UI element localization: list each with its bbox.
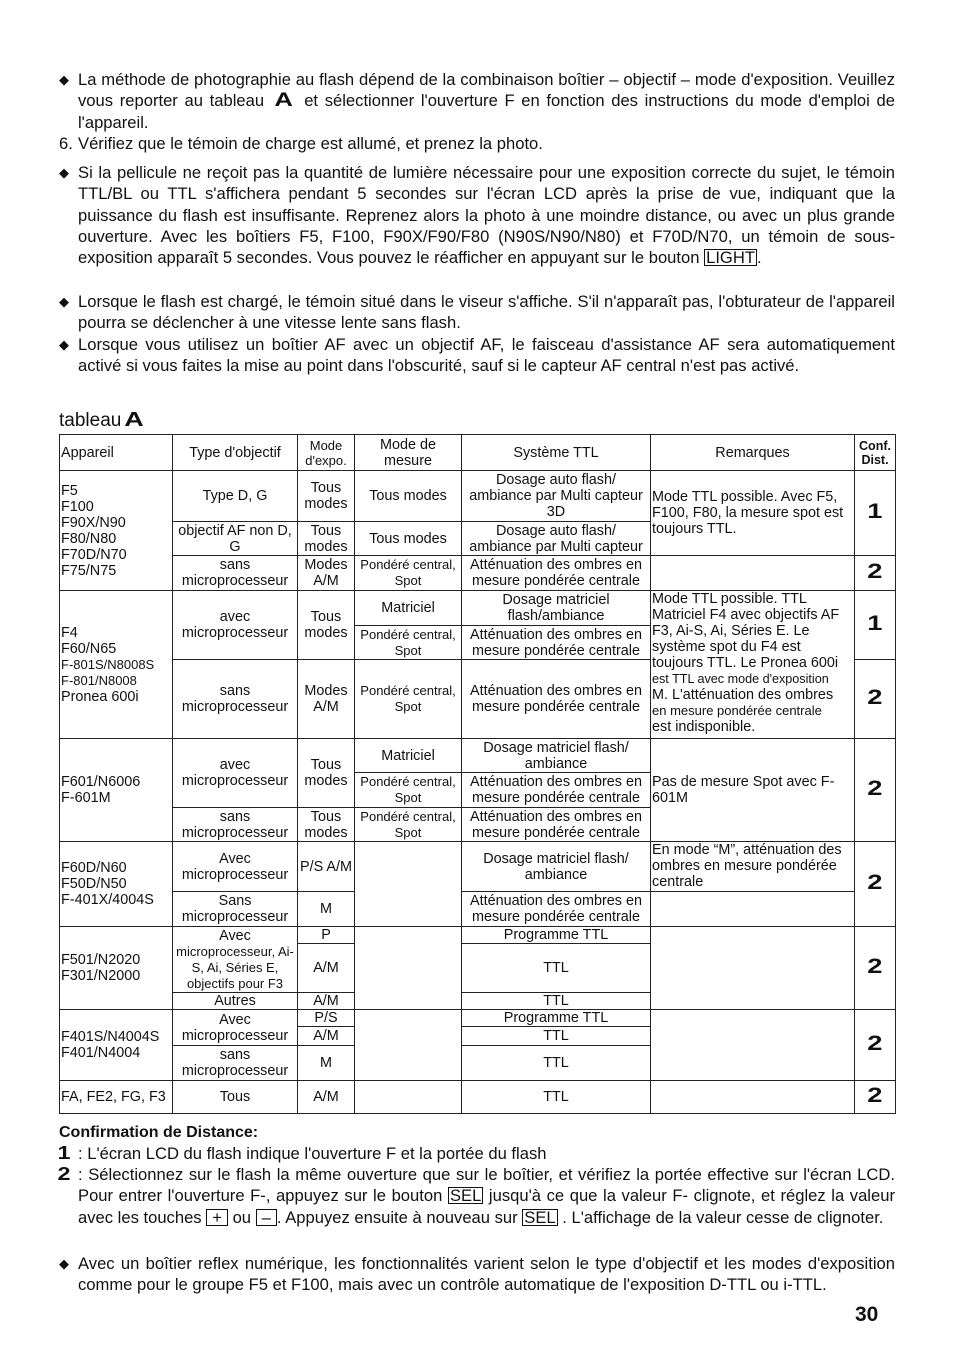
step-number: 6. (59, 134, 73, 153)
ttl-system: Programme TTL (462, 1010, 651, 1027)
exposure-mode: Modes A/M (298, 660, 355, 739)
diamond-bullet-icon: ◆ (59, 165, 69, 180)
metering-mode-empty (355, 1010, 462, 1081)
metering-mode: Pondéré central, Spot (355, 773, 462, 808)
exposure-mode: A/M (298, 944, 355, 993)
camera: F-801/N8008 (61, 672, 137, 688)
lens-type: Avec microprocesseur (173, 1010, 298, 1046)
exposure-mode: M (298, 892, 355, 927)
metering-mode-empty (355, 927, 462, 1010)
ttl-system: Dosage auto flash/ ambiance par Multi capteur 3D (462, 471, 651, 522)
header-mesure: Mode de mesure (355, 435, 462, 471)
plus-button-label: + (206, 1209, 228, 1226)
conf-dist-value: 2 (867, 871, 883, 894)
lens-type: objectif AF non D, G (173, 522, 298, 556)
camera: F70D/N70 (61, 546, 127, 563)
confirmation-2 (59, 1164, 895, 1228)
header-appareil: Appareil (60, 435, 173, 471)
bullet-text: Avec un boîtier reflex numérique, les fonctionnalités varient selon le type d'objectif et les modes d'exposition comme pour le groupe F5 et F100, mais avec un contrôle automatique de l'exposition D-TTL ou i-TTL. (78, 1254, 895, 1295)
camera: F-801S/N8008S (61, 656, 155, 672)
lens-type: avec microprocesseur (173, 739, 298, 808)
table-row (60, 739, 896, 773)
camera: F60/N65 (61, 640, 117, 657)
exposure-mode: P/S A/M (298, 842, 355, 892)
conf-dist-value: 2 (867, 955, 883, 978)
ttl-system: TTL (462, 993, 651, 1010)
confirmation-text: . Appuyez ensuite à nouveau sur (276, 1207, 518, 1227)
bullet-text: Lorsque le flash est chargé, le témoin situé dans le viseur s'affiche. S'il n'apparaît pas, l'obturateur de l'appareil pourra se déclencher à une vitesse lente sans flash. (78, 292, 895, 333)
ttl-system: TTL (462, 1046, 651, 1081)
remarks: Mode TTL possible. Avec F5, F100, F80, la mesure spot est toujours TTL. (651, 471, 855, 556)
table-row (60, 471, 896, 522)
minus-button-label: – (256, 1209, 277, 1226)
conf-dist-cell (855, 1010, 896, 1081)
metering-mode-empty (355, 1081, 462, 1114)
camera: F-601M (61, 790, 111, 806)
remarks-empty (651, 1081, 855, 1114)
bullet-text: Si la pellicule ne reçoit pas la quantité de lumière nécessaire pour une exposition correcte du sujet, le témoin TTL/BL ou TTL s'affichera pendant 5 secondes sur l'écran LCD après la prise de vue, indiquant que la puissance du flash est insuffisante. Reprenez alors la photo à une moindre distance, ou avec un plus grande ouverture. Avec les boîtiers F5, F100, F90X/F90/F80 (N90S/N90/N80) et F70D/N70, un témoin de sous-exposition apparaît 5 secondes. Vous pouvez le réafficher en appuyant sur le bouton (78, 163, 895, 268)
table-title-text: tableau (59, 410, 122, 431)
header-mode: Mode d'expo. (298, 435, 355, 471)
camera: F80/N80 (61, 530, 117, 547)
conf-dist-cell (855, 842, 896, 927)
lens-type: Tous (173, 1081, 298, 1114)
conf-dist-cell (855, 660, 896, 739)
camera: F60D/N60 (61, 860, 127, 876)
lens-type: sans microprocesseur (173, 1046, 298, 1081)
sel-button-label: SEL (524, 1207, 556, 1227)
ttl-system: Dosage matriciel flash/ambiance (462, 591, 651, 626)
remarks-empty (651, 1010, 855, 1081)
table-row (60, 556, 896, 591)
camera-list (60, 471, 173, 591)
metering-mode: Tous modes (355, 471, 462, 522)
confirmation-text: jusqu'à ce que la valeur F- clignote, et réglez la valeur avec les touches (78, 1186, 895, 1227)
metering-mode: Tous modes (355, 522, 462, 556)
bullet-digital-slr (59, 1253, 895, 1296)
ttl-system: Atténuation des ombres en mesure pondérée centrale (462, 808, 651, 842)
light-button-label: LIGHT (706, 248, 755, 268)
conf-dist-value: 2 (867, 1032, 883, 1055)
table-row (60, 927, 896, 944)
conf-dist-value: 2 (867, 777, 883, 800)
remarks-text: est TTL avec mode d'exposition (652, 672, 829, 686)
exposure-mode: Tous modes (298, 808, 355, 842)
confirmation-number: 2 (57, 1164, 71, 1184)
exposure-mode: P (298, 927, 355, 944)
conf-dist-cell (855, 556, 896, 591)
sel-button-label: SEL (449, 1186, 482, 1206)
conf-dist-cell (855, 1081, 896, 1114)
camera-list (60, 591, 173, 739)
table-row (60, 1081, 896, 1114)
lens-type: sans microprocesseur (173, 556, 298, 591)
metering-mode-empty (355, 842, 462, 927)
table-row (60, 1010, 896, 1027)
remarks-empty (651, 892, 855, 927)
camera-list (60, 927, 173, 1010)
confirmation-title: Confirmation de Distance: (59, 1124, 259, 1141)
camera: F90X/N90 (61, 514, 126, 531)
metering-mode: Matriciel (355, 739, 462, 773)
metering-mode: Matriciel (355, 591, 462, 626)
ttl-system: TTL (462, 1027, 651, 1046)
conf-dist-cell (855, 739, 896, 842)
metering-mode: Pondéré central, Spot (355, 808, 462, 842)
remarks (651, 591, 855, 739)
metering-mode: Pondéré central, Spot (355, 556, 462, 591)
remarks: Pas de mesure Spot avec F-601M (651, 739, 855, 842)
camera: F-401X/4004S (61, 892, 154, 908)
table-ref-a: A (274, 90, 295, 112)
camera: F4 (61, 624, 78, 641)
metering-mode: Pondéré central, Spot (355, 626, 462, 660)
diamond-bullet-icon: ◆ (59, 294, 69, 309)
lens-type: avec microprocesseur (173, 591, 298, 660)
ttl-system: Dosage matriciel flash/ ambiance (462, 842, 651, 892)
step-6 (59, 133, 895, 154)
ttl-system: Atténuation des ombres en mesure pondérée centrale (462, 660, 651, 739)
camera: F401S/N4004S (61, 1029, 160, 1045)
exposure-mode: Tous modes (298, 471, 355, 522)
camera-list (60, 739, 173, 842)
exposure-mode: M (298, 1046, 355, 1081)
ttl-system: Dosage matriciel flash/ ambiance (462, 739, 651, 773)
metering-mode: Pondéré central, Spot (355, 660, 462, 739)
exposure-mode: Tous modes (298, 739, 355, 808)
conf-dist-value: 2 (867, 560, 883, 583)
bullet-text: Lorsque vous utilisez un boîtier AF avec un objectif AF, le faisceau d'assistance AF sera automatiquement activé si vous faites la mise au point dans l'obscurité, sauf si le capteur AF central n'est pas activé. (78, 335, 895, 376)
exposure-mode: A/M (298, 1081, 355, 1114)
camera: F75/N75 (61, 562, 117, 579)
table-row (60, 842, 896, 892)
remarks-text: est indisponible. (652, 719, 756, 735)
remarks-empty (651, 927, 855, 1010)
camera: F301/N2000 (61, 968, 141, 984)
lens-type-text: Avec (219, 927, 251, 944)
conf-dist-cell (855, 927, 896, 1010)
table-title (59, 409, 149, 432)
camera: F501/N2020 (61, 952, 141, 968)
table-row (60, 591, 896, 626)
ttl-system: TTL (462, 1081, 651, 1114)
lens-type-detail: microprocesseur, Ai-S, Ai, Séries E, objectifs pour F3 (176, 943, 294, 991)
confirmation-text: : Sélectionnez sur le flash la même ouverture que sur le boîtier, et vérifiez la portée effective sur l'écran LCD. Pour entrer l'ouverture F-, appuyez sur le bouton (78, 1165, 895, 1206)
page-number: 30 (855, 1303, 879, 1326)
ttl-system: Atténuation des ombres en mesure pondérée centrale (462, 556, 651, 591)
camera-list (60, 842, 173, 927)
remarks-text: Mode TTL possible. TTL Matriciel F4 avec objectifs AF F3, Ai-S, Ai, Séries E. Le système spot du F4 est toujours TTL. Le Pronea 600i (652, 591, 840, 671)
exposure-mode: A/M (298, 993, 355, 1010)
remarks-text: en mesure pondérée centrale (652, 703, 822, 718)
camera-list: FA, FE2, FG, F3 (60, 1081, 173, 1114)
camera: F5 (61, 482, 78, 499)
diamond-bullet-icon: ◆ (59, 72, 69, 87)
ttl-system: Dosage auto flash/ ambiance par Multi capteur (462, 522, 651, 556)
confirmation-text: . L'affichage de la valeur cesse de clignoter. (562, 1207, 884, 1227)
ttl-system: Atténuation des ombres en mesure pondérée centrale (462, 626, 651, 660)
bullet-text: La méthode de photographie au flash dépend de la combinaison boîtier – objectif – mode d'exposition. Veuillez vous reporter au tableau (78, 70, 895, 111)
camera: F50D/N50 (61, 876, 127, 892)
header-ttl: Système TTL (462, 435, 651, 471)
confirmation-text: : L'écran LCD du flash indique l'ouverture F et la portée du flash (78, 1144, 547, 1163)
table-header-row (60, 435, 896, 471)
camera: Pronea 600i (61, 688, 139, 705)
diamond-bullet-icon: ◆ (59, 337, 69, 352)
camera: F401/N4004 (61, 1045, 141, 1061)
conf-dist-cell (855, 591, 896, 660)
lens-type (173, 927, 298, 993)
remarks-empty (651, 556, 855, 591)
bullet-underexposure: ◆ Si la pellicule ne reçoit pas la quantité de lumière nécessaire pour une exposition correcte du sujet, le témoin TTL/BL ou TTL s'affichera pendant 5 secondes sur l'écran LCD après la prise de vue, indiquant que la puissance du flash est insuffisante. Reprenez alors la photo à une moindre distance, ou avec un plus grande ouverture. Avec les boîtiers F5, F100, F90X/F90/F80 (N90S/N90/N80) et F70D/N70, un témoin de sous-exposition apparaît 5 secondes. Vous pouvez le réafficher en appuyant sur le bouton LIGHT . (59, 163, 895, 268)
camera: F601/N6006 (61, 774, 141, 790)
exposure-mode: Tous modes (298, 522, 355, 556)
header-type: Type d'objectif (173, 435, 298, 471)
conf-dist-value: 1 (867, 500, 883, 523)
lens-type: sans microprocesseur (173, 660, 298, 739)
camera-list (60, 1010, 173, 1081)
bullet-flash-method (59, 69, 895, 133)
exposure-mode: Modes A/M (298, 556, 355, 591)
remarks: En mode “M”, atténuation des ombres en mesure pondérée centrale (651, 842, 855, 892)
compatibility-table (59, 434, 896, 1114)
conf-dist-value: 2 (867, 1084, 883, 1107)
bullet-charged (59, 291, 895, 334)
diamond-bullet-icon: ◆ (59, 1256, 69, 1271)
bullet-text-end: et sélectionner l'ouverture F en fonction des instructions du mode d'emploi de l'appareil. (78, 91, 895, 132)
lens-type: Avec microprocesseur (173, 842, 298, 892)
step-text: Vérifiez que le témoin de charge est allumé, et prenez la photo. (78, 134, 543, 153)
lens-type: Autres (173, 993, 298, 1010)
confirmation-number: 1 (57, 1143, 71, 1163)
exposure-mode: Tous modes (298, 591, 355, 660)
ttl-system: Atténuation des ombres en mesure pondérée centrale (462, 773, 651, 808)
conf-dist-cell (855, 471, 896, 556)
lens-type: Type D, G (173, 471, 298, 522)
table-title-ref: A (124, 409, 146, 431)
lens-type: sans microprocesseur (173, 808, 298, 842)
ttl-system: Atténuation des ombres en mesure pondérée centrale (462, 892, 651, 927)
exposure-mode: A/M (298, 1027, 355, 1046)
bullet-af-assist (59, 334, 895, 377)
header-conf-dist: Conf. Dist. (855, 435, 896, 471)
confirmation-1 (59, 1143, 895, 1164)
header-remarques: Remarques (651, 435, 855, 471)
ttl-system: Programme TTL (462, 927, 651, 944)
lens-type: Sans microprocesseur (173, 892, 298, 927)
table-row (60, 892, 896, 927)
camera: F100 (61, 498, 94, 515)
ttl-system: TTL (462, 944, 651, 993)
exposure-mode: P/S (298, 1010, 355, 1027)
confirmation-text: ou (232, 1207, 252, 1227)
conf-dist-value: 1 (867, 612, 883, 635)
conf-dist-value: 2 (867, 686, 883, 709)
remarks-text: M. L'atténuation des ombres (652, 687, 834, 703)
